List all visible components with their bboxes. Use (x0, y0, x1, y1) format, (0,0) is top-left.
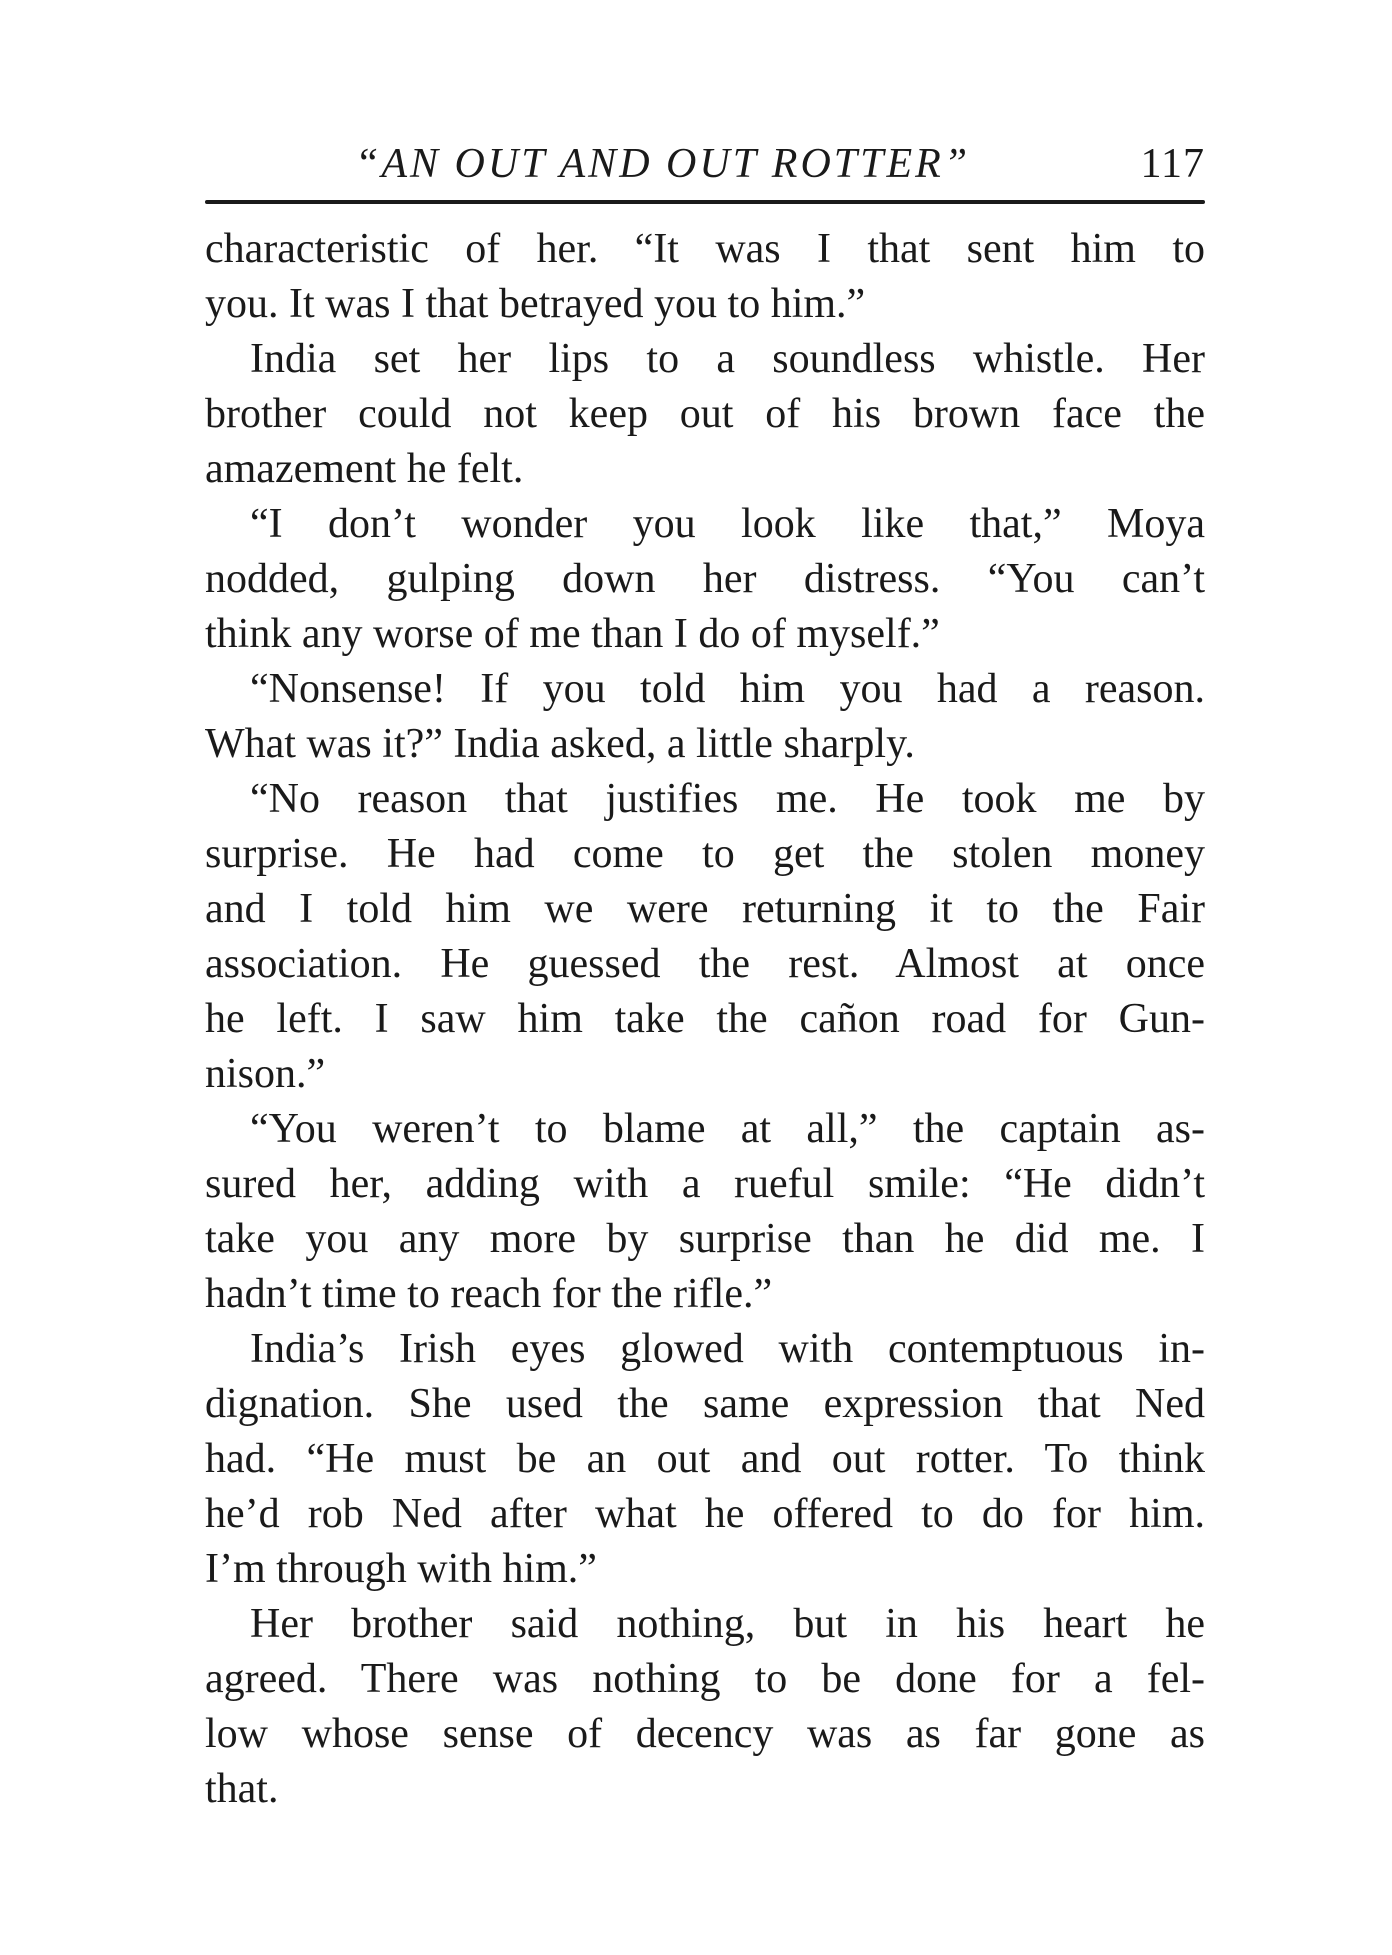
running-title: “AN OUT AND OUT ROTTER” (355, 141, 971, 187)
text-line: India set her lips to a soundless whistle. Her (250, 336, 1205, 382)
page-header (205, 140, 1205, 200)
text-line: I’m through with him.” (205, 1546, 597, 1592)
text-line: sured her, adding with a rueful smile: “He didn’t (205, 1161, 1205, 1207)
header-rule (205, 200, 1205, 204)
text-line: nison.” (205, 1051, 326, 1097)
text-line: “No reason that justifies me. He took me by (250, 776, 1205, 822)
text-line: brother could not keep out of his brown face the (205, 391, 1205, 437)
text-line: agreed. There was nothing to be done for a fel- (205, 1656, 1205, 1702)
text-line: dignation. She used the same expression that Ned (205, 1381, 1205, 1427)
text-line: What was it?” India asked, a little sharply. (205, 721, 915, 767)
text-line: association. He guessed the rest. Almost at once (205, 941, 1205, 987)
text-line: and I told him we were returning it to the Fair (205, 886, 1205, 932)
text-line: “I don’t wonder you look like that,” Moya (250, 501, 1205, 547)
text-line: “Nonsense! If you told him you had a reason. (250, 666, 1205, 712)
text-line: “You weren’t to blame at all,” the captain as- (250, 1106, 1205, 1152)
text-line: take you any more by surprise than he did me. I (205, 1216, 1205, 1262)
text-line: characteristic of her. “It was I that sent him to (205, 226, 1205, 272)
text-line: hadn’t time to reach for the rifle.” (205, 1271, 773, 1317)
body-text (205, 222, 1205, 1817)
text-line: think any worse of me than I do of myself.” (205, 611, 940, 657)
text-line: Her brother said nothing, but in his heart he (250, 1601, 1205, 1647)
text-line: had. “He must be an out and out rotter. To think (205, 1436, 1205, 1482)
page-number: 117 (1140, 141, 1205, 187)
text-line: low whose sense of decency was as far gone as (205, 1711, 1205, 1757)
text-line: you. It was I that betrayed you to him.” (205, 281, 866, 327)
text-line: amazement he felt. (205, 446, 524, 492)
text-line: nodded, gulping down her distress. “You can’t (205, 556, 1205, 602)
text-line: surprise. He had come to get the stolen money (205, 831, 1205, 877)
text-line: he left. I saw him take the cañon road for Gun- (205, 996, 1205, 1042)
text-line: he’d rob Ned after what he offered to do for him. (205, 1491, 1205, 1537)
text-line: that. (205, 1766, 279, 1812)
text-line: India’s Irish eyes glowed with contemptuous in- (250, 1326, 1205, 1372)
